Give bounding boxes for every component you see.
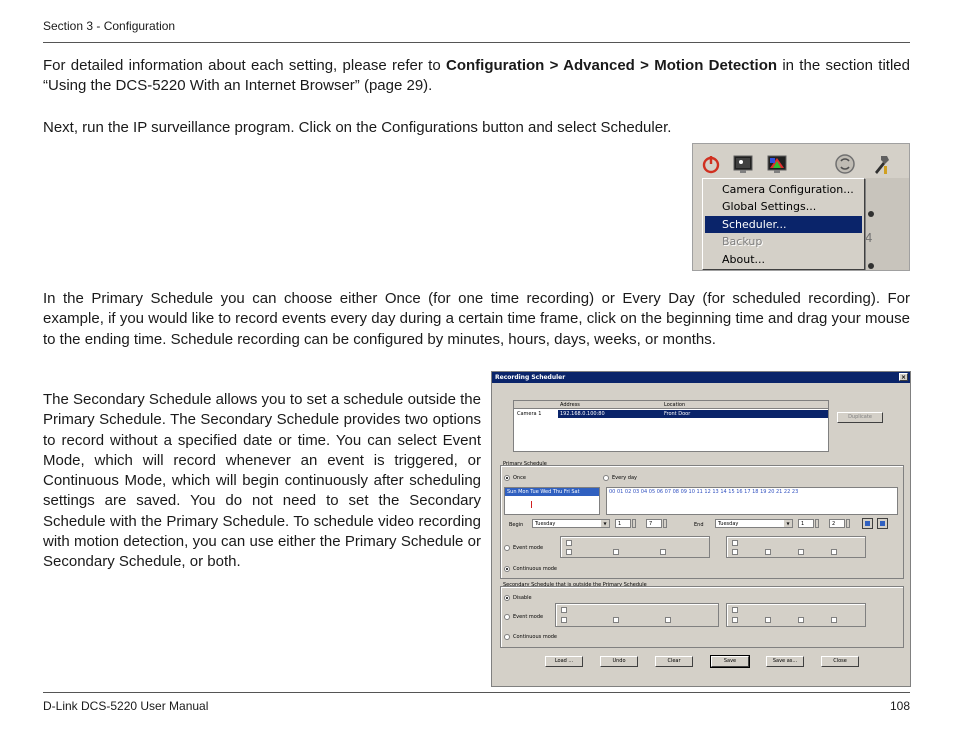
begin-minute-spinner[interactable] — [663, 519, 667, 528]
secondary-continuous-mode-label: Continuous mode — [513, 634, 558, 640]
input-high-checkbox — [732, 617, 738, 623]
end-day-select[interactable] — [715, 519, 793, 528]
column-address: Address — [560, 402, 580, 408]
menu-item-about[interactable]: About... — [722, 252, 766, 266]
day-grid[interactable] — [504, 487, 600, 515]
window2-checkbox — [613, 549, 619, 555]
scheduler-instruction: Next, run the IP surveillance program. Click on the Configurations button and select Scheduler. — [43, 119, 672, 136]
intro-text-start: For detailed information about each setting, please refer to — [43, 57, 447, 74]
config-path: Configuration > Advanced > Motion Detection — [446, 57, 778, 74]
close-icon[interactable]: × — [900, 374, 907, 381]
primary-continuous-mode-radio[interactable] — [504, 566, 510, 572]
menu-item-camera-configuration[interactable]: Camera Configuration... — [722, 183, 854, 196]
header-rule — [43, 42, 910, 43]
input-low-checkbox — [765, 617, 771, 623]
dialog-titlebar — [492, 372, 910, 383]
secondary-continuous-mode-radio[interactable] — [504, 634, 510, 640]
day-labels: Sun Mon Tue Wed Thu Fri Sat — [507, 489, 580, 495]
end-label: End — [694, 522, 704, 528]
primary-event-mode-label: Event mode — [513, 545, 544, 551]
chevron-down-icon[interactable]: ▼ — [784, 520, 792, 527]
primary-event-mode-radio[interactable] — [504, 545, 510, 551]
begin-minute-field[interactable] — [646, 519, 662, 528]
once-radio[interactable] — [504, 475, 510, 481]
begin-day-value: Tuesday — [535, 521, 556, 527]
intro-text-end: in the section titled “Using the DCS-5220 With an Internet Browser” (page 29). — [43, 57, 910, 95]
motion-checkbox — [566, 540, 572, 546]
sync-icon — [833, 152, 857, 176]
end-day-value: Tuesday — [718, 521, 739, 527]
config-menu-screenshot — [692, 143, 910, 271]
camera-location: Front Door — [664, 411, 691, 417]
column-location: Location — [664, 402, 686, 408]
begin-minute-value: 7 — [649, 521, 653, 527]
end-hour-field[interactable] — [798, 519, 814, 528]
primary-schedule-label: Primary Schedule — [503, 461, 547, 467]
input-falling-checkbox — [831, 549, 837, 555]
recording-scheduler-window — [491, 371, 911, 687]
begin-label: Begin — [509, 522, 524, 528]
primary-digital-input-group — [726, 536, 866, 558]
disable-radio[interactable] — [504, 595, 510, 601]
manual-title: D-Link DCS-5220 User Manual — [43, 699, 209, 713]
camera-list[interactable] — [513, 400, 829, 452]
motion-checkbox — [561, 607, 567, 613]
primary-motion-group — [560, 536, 710, 558]
end-hour-spinner[interactable] — [815, 519, 819, 528]
window1-checkbox — [561, 617, 567, 623]
camera-address: 192.168.0.100:80 — [560, 411, 605, 417]
save-button[interactable]: Save — [711, 656, 749, 667]
remove-schedule-icon[interactable] — [877, 518, 888, 529]
duplicate-button[interactable]: Duplicate — [837, 412, 883, 423]
menu-item-backup: Backup — [722, 235, 763, 249]
camera-config-icon — [731, 152, 755, 176]
close-button[interactable]: Close — [821, 656, 859, 667]
menu-item-scheduler[interactable]: Scheduler... — [705, 216, 862, 233]
input-low-checkbox — [765, 549, 771, 555]
end-minute-spinner[interactable] — [846, 519, 850, 528]
every-day-radio[interactable] — [603, 475, 609, 481]
dialog-title: Recording Scheduler — [495, 374, 566, 381]
hour-labels: 00 01 02 03 04 05 06 07 08 09 10 11 12 13 14 15 16 17 18 19 20 21 22 23 — [609, 489, 799, 495]
undo-button[interactable]: Undo — [600, 656, 638, 667]
intro-paragraph — [43, 56, 910, 97]
begin-hour-spinner[interactable] — [632, 519, 636, 528]
power-icon — [699, 152, 723, 176]
secondary-event-mode-label: Event mode — [513, 614, 544, 620]
clear-button[interactable]: Clear — [655, 656, 693, 667]
secondary-schedule-label: Secondary Schedule that is outside the Primary Schedule — [503, 582, 647, 588]
window2-checkbox — [613, 617, 619, 623]
camera-row-selected[interactable] — [558, 410, 828, 418]
secondary-schedule-paragraph: The Secondary Schedule allows you to set a schedule outside the Primary Schedule. The Secondary Schedule provides two options to record without a specified date or time. You can select Event Mode, which will record whenever an event is triggered, or Continuous Mode, which will begin continuously after scheduling settings are saved. You do not need to set the Secondary Schedule with the Primary Schedule. To schedule video recording with motion detection, you can use either the Primary Schedule or Secondary Schedule, or both. — [43, 391, 481, 571]
input-rising-checkbox — [798, 549, 804, 555]
color-monitor-icon — [765, 152, 789, 176]
end-hour-value: 1 — [801, 521, 805, 527]
window3-checkbox — [665, 617, 671, 623]
end-minute-value: 2 — [832, 521, 836, 527]
digital-input-checkbox — [732, 540, 738, 546]
input-high-checkbox — [732, 549, 738, 555]
input-rising-checkbox — [798, 617, 804, 623]
status-icon — [867, 262, 875, 270]
window3-checkbox — [660, 549, 666, 555]
section-header: Section 3 - Configuration — [43, 19, 176, 33]
window1-checkbox — [566, 549, 572, 555]
side-digit: 4 — [865, 230, 873, 245]
every-day-label: Every day — [612, 475, 637, 481]
hour-grid[interactable] — [606, 487, 898, 515]
input-falling-checkbox — [831, 617, 837, 623]
secondary-event-mode-radio[interactable] — [504, 614, 510, 620]
begin-hour-value: 1 — [618, 521, 622, 527]
add-schedule-icon[interactable] — [862, 518, 873, 529]
tools-icon — [869, 152, 893, 176]
begin-day-select[interactable] — [532, 519, 610, 528]
end-minute-field[interactable] — [829, 519, 845, 528]
begin-hour-field[interactable] — [615, 519, 631, 528]
footer-rule — [43, 692, 910, 693]
load-button[interactable]: Load ... — [545, 656, 583, 667]
disable-label: Disable — [513, 595, 532, 601]
menu-item-global-settings[interactable]: Global Settings... — [722, 200, 817, 214]
camera-name[interactable]: Camera 1 — [517, 411, 542, 417]
chevron-down-icon[interactable]: ▼ — [601, 520, 609, 527]
secondary-digital-input-group — [726, 603, 866, 627]
status-icon — [867, 210, 875, 218]
page-number: 108 — [889, 699, 910, 713]
time-marker — [531, 501, 532, 508]
side-panel — [865, 178, 910, 271]
primary-continuous-mode-label: Continuous mode — [513, 566, 558, 572]
primary-schedule-paragraph: In the Primary Schedule you can choose either Once (for one time recording) or Every Day (for scheduled recording). For example, if you would like to record events every day during a certain time frame, click on the beginning time and drag your mouse to the ending time. Schedule recording can be configured by minutes, hours, days, weeks, or months. — [43, 290, 910, 348]
camera-list-header — [514, 401, 828, 409]
save-as-button[interactable]: Save as... — [766, 656, 804, 667]
configurations-dropdown — [702, 178, 865, 270]
digital-input-checkbox — [732, 607, 738, 613]
once-label: Once — [513, 475, 526, 481]
secondary-motion-group — [555, 603, 719, 627]
